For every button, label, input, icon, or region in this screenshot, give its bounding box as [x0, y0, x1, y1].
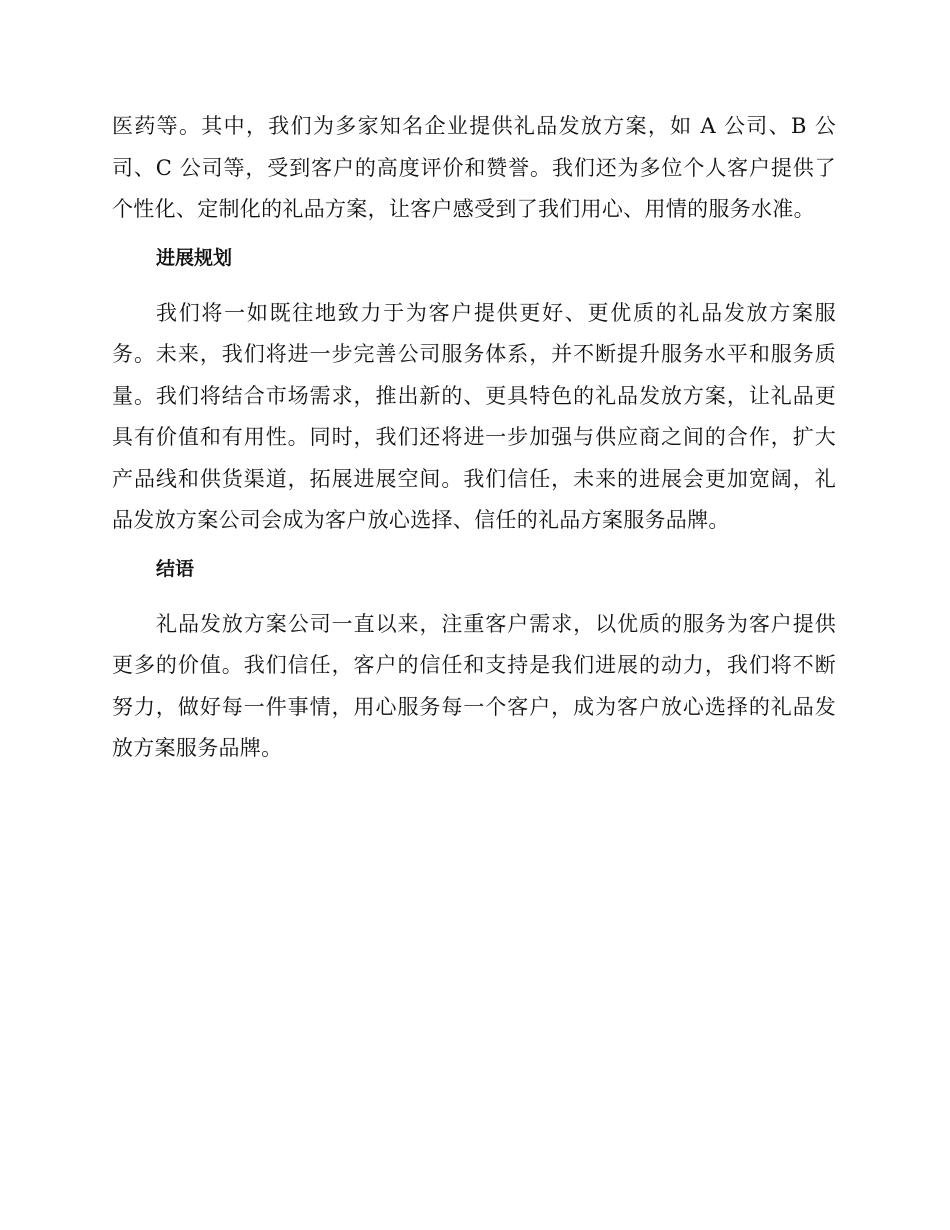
document-body [112, 106, 836, 770]
paragraph-conclusion: 礼品发放方案公司一直以来，注重客户需求，以优质的服务为客户提供更多的价值。我们信任，客户的信任和支持是我们进展的动力，我们将不断努力，做好每一件事情，用心服务每一个客户，成为客户放心选择的礼品发放方案服务品牌。 [112, 611, 836, 760]
section-heading-plan: 进展规划 [156, 246, 233, 269]
section-heading-conclusion: 结语 [156, 557, 195, 580]
paragraph-continuation: 医药等。其中，我们为多家知名企业提供礼品发放方案，如 A 公司、B 公司、C 公司等，受到客户的高度评价和赞誉。我们还为多位个人客户提供了个性化、定制化的礼品方案，让客户感受到了我们用心、用情的服务水准。 [112, 114, 836, 221]
paragraph-plan: 我们将一如既往地致力于为客户提供更好、更优质的礼品发放方案服务。未来，我们将进一步完善公司服务体系，并不断提升服务水平和服务质量。我们将结合市场需求，推出新的、更具特色的礼品发放方案，让礼品更具有价值和有用性。同时，我们还将进一步加强与供应商之间的合作，扩大产品线和供货渠道，拓展进展空间。我们信任，未来的进展会更加宽阔，礼品发放方案公司会成为客户放心选择、信任的礼品方案服务品牌。 [112, 300, 836, 532]
